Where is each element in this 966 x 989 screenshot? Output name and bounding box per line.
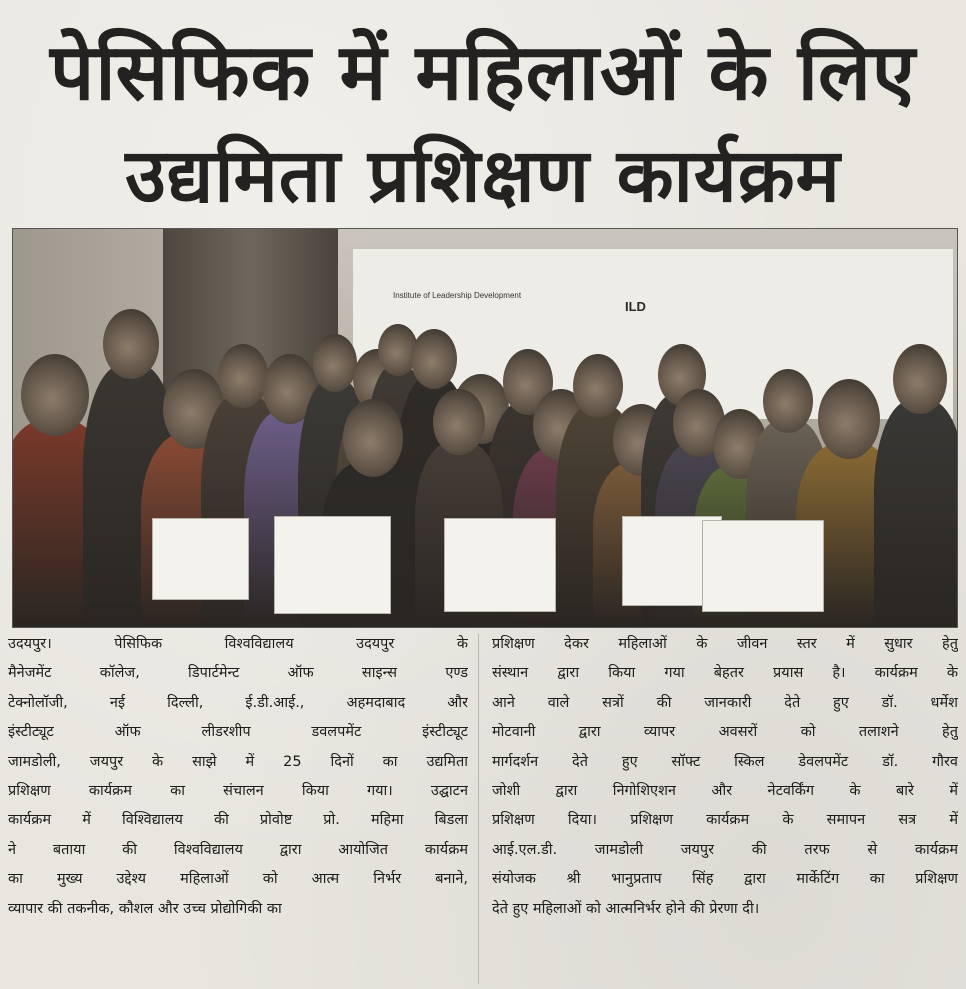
person-head: [103, 309, 159, 379]
certificate: [445, 519, 555, 611]
article-line: टेक्नोलॉजी, नई दिल्ली, ई.डी.आई., अहमदाबाद और: [8, 694, 468, 711]
article-left-column: [8, 630, 468, 924]
article-line: प्रशिक्षण दिया। प्रशिक्षण कार्यक्रम के समापन सत्र में: [492, 812, 958, 829]
article-right-column: [492, 630, 958, 924]
article-line: आई.एल.डी. जामडोली जयपुर की तरफ से कार्यक्रम: [492, 841, 958, 858]
certificate: [275, 517, 390, 613]
person-head: [893, 344, 947, 414]
person-head: [573, 354, 623, 418]
article-line: आने वाले सत्रों की जानकारी देते हुए डॉ. धर्मेश: [492, 694, 958, 711]
article-line: संयोजक श्री भानुप्रताप सिंह द्वारा मार्केटिंग का प्रशिक्षण: [492, 871, 958, 888]
photo-banner-text: Institute of Leadership Development: [393, 291, 522, 300]
article-line: मार्गदर्शन देते हुए सॉफ्ट स्किल डेवलपमेंट डॉ. गौरव: [492, 753, 958, 770]
article-line: जामडोली, जयपुर के साझे में 25 दिनों का उद्यमिता: [8, 753, 468, 770]
article-line: व्यापार की तकनीक, कौशल और उच्च प्रोद्योगिकी का: [8, 900, 282, 917]
group-photo: [12, 228, 958, 628]
person-head: [411, 329, 457, 389]
person-head: [433, 389, 485, 455]
person-figure: [874, 400, 958, 627]
article-line: मैनेजमेंट कॉलेज, डिपार्टमेन्ट ऑफ साइन्स एण्ड: [8, 665, 468, 682]
headline-line-2: उद्यमिता प्रशिक्षण कार्यक्रम: [125, 133, 841, 219]
article-line: प्रशिक्षण कार्यक्रम का संचालन किया गया। उद्घाटन: [8, 783, 468, 800]
article-line: कार्यक्रम में विश्विद्यालय की प्रोवोष्ट प्रो. महिमा बिडला: [8, 812, 468, 829]
photo-crowd: [13, 229, 957, 627]
person-head: [343, 399, 403, 477]
article-line: ने बताया की विश्वविद्यालय द्वारा आयोजित कार्यक्रम: [8, 841, 468, 858]
person-head: [218, 344, 268, 408]
article-line: इंस्टीट्यूट ऑफ लीडरशीप डवलपमेंट इंस्टीट्यूट: [8, 724, 468, 741]
article-line: उदयपुर। पेसिफिक विश्वविद्यालय उदयपुर के: [8, 636, 468, 652]
person-head: [818, 379, 880, 459]
article-line: जोशी द्वारा निगोशिएशन और नेटवर्किंग के बारे में: [492, 783, 958, 800]
article-line: प्रशिक्षण देकर महिलाओं के जीवन स्तर में सुधार हेतु: [492, 636, 958, 652]
certificate: [153, 519, 248, 599]
person-head: [313, 334, 357, 392]
person-head: [763, 369, 813, 433]
article-line: मोटवानी द्वारा व्यापर अवसरों को तलाशने हेतु: [492, 724, 958, 741]
article-line: संस्थान द्वारा किया गया बेहतर प्रयास है। कार्यक्रम के: [492, 665, 958, 682]
article-line: देते हुए महिलाओं को आत्मनिर्भर होने की प्रेरणा दी।: [492, 900, 760, 917]
person-head: [21, 354, 89, 436]
certificate: [703, 521, 823, 611]
column-divider: [478, 634, 479, 984]
headline-line-1: पेसिफिक में महिलाओं के लिए: [50, 28, 916, 118]
photo-banner-logo: ILD: [625, 299, 646, 314]
article-line: का मुख्य उद्देश्य महिलाओं को आत्म निर्भर बनाने,: [8, 871, 468, 888]
